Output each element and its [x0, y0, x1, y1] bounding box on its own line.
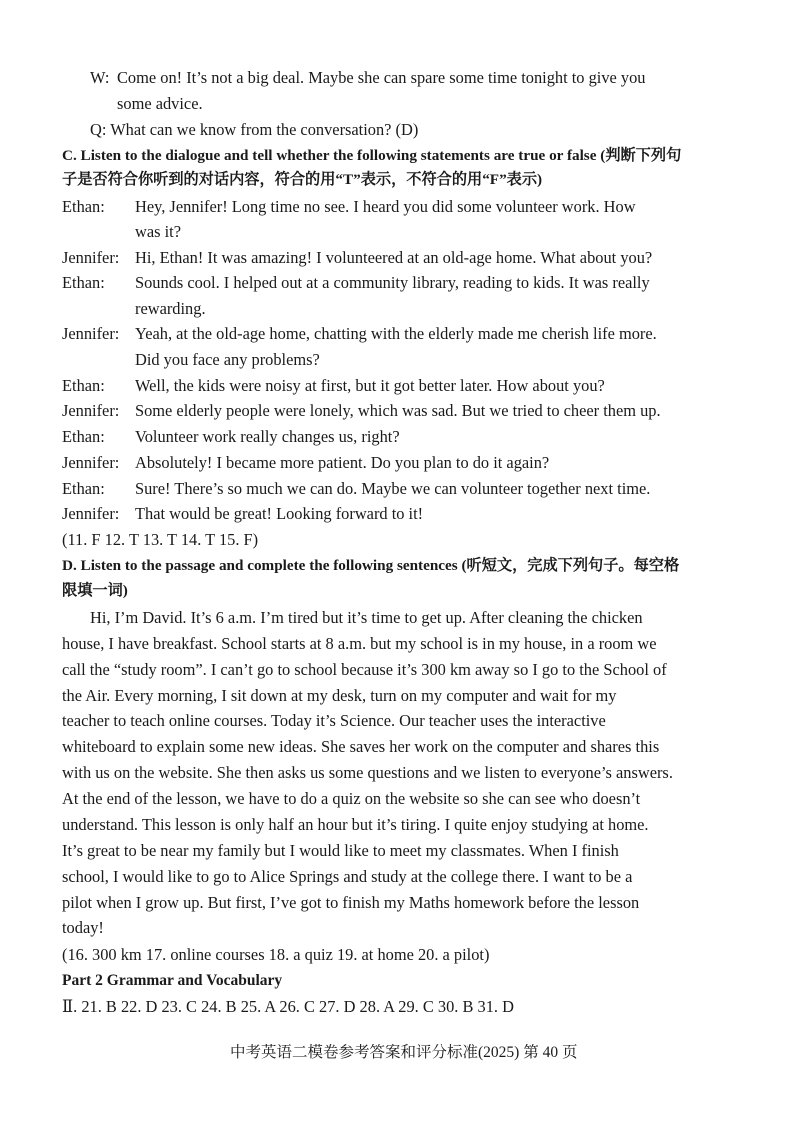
dialogue-line: Volunteer work really changes us, right? — [135, 427, 400, 446]
passage-line: At the end of the lesson, we have to do a quiz on the website so she can see who doesn’t — [62, 789, 641, 808]
passage-line: teacher to teach online courses. Today it’s Science. Our teacher uses the interactive — [62, 711, 606, 730]
section-d-heading-1: D. Listen to the passage and complete the following sentences (听短文，完成下列句子。每空格 — [62, 557, 680, 574]
w-line-2: some advice. — [117, 94, 203, 113]
passage-line: pilot when I grow up. But first, I’ve got to finish my Maths homework before the lesson — [62, 893, 640, 912]
dialogue-line: Well, the kids were noisy at first, but it got better later. How about you? — [135, 376, 605, 395]
dialogue-speaker: Jennifer: — [62, 324, 120, 343]
dialogue-speaker: Jennifer: — [62, 453, 120, 472]
dialogue-line: Some elderly people were lonely, which was sad. But we tried to cheer them up. — [135, 401, 661, 420]
dialogue-line: Did you face any problems? — [135, 350, 320, 369]
passage-line: call the “study room”. I can’t go to school because it’s 300 km away so I go to the School of — [62, 660, 667, 679]
passage-line: house, I have breakfast. School starts at 8 a.m. but my school is in my house, in a room we — [62, 634, 657, 653]
dialogue-line: Yeah, at the old-age home, chatting with the elderly made me cherish life more. — [135, 324, 657, 343]
passage-line: understand. This lesson is only half an hour but it’s tiring. I quite enjoy studying at home. — [62, 815, 649, 834]
section-c-heading-2: 子是否符合你听到的对话内容，符合的用“T”表示，不符合的用“F”表示) — [62, 171, 543, 188]
passage-line: It’s great to be near my family but I would like to meet my classmates. When I finish — [62, 841, 619, 860]
section-c-heading-1: C. Listen to the dialogue and tell whether the following statements are true or false (判断下列句 — [62, 147, 682, 164]
passage-line: school, I would like to go to Alice Springs and study at the college there. I want to be a — [62, 867, 633, 886]
dialogue-speaker: Ethan: — [62, 376, 105, 395]
w-speaker-label: W: — [90, 68, 110, 87]
passage-line: with us on the website. She then asks us some questions and we listen to everyone’s answers. — [62, 763, 673, 782]
passage-line: today! — [62, 918, 104, 937]
dialogue-speaker: Jennifer: — [62, 401, 120, 420]
dialogue-line: Hi, Ethan! It was amazing! I volunteered at an old-age home. What about you? — [135, 248, 653, 267]
dialogue-speaker: Ethan: — [62, 197, 105, 216]
dialogue-line: Hey, Jennifer! Long time no see. I heard you did some volunteer work. How — [135, 197, 636, 216]
dialogue-speaker: Jennifer: — [62, 248, 120, 267]
passage-line: the Air. Every morning, I sit down at my desk, turn on my computer and wait for my — [62, 686, 617, 705]
page-footer: 中考英语二模卷参考答案和评分标准(2025) 第 40 页 — [230, 1044, 578, 1061]
section-c-answers: (11. F 12. T 13. T 14. T 15. F) — [62, 530, 259, 549]
dialogue-speaker: Ethan: — [62, 427, 105, 446]
dialogue-speaker: Jennifer: — [62, 504, 120, 523]
dialogue-line: Absolutely! I became more patient. Do you plan to do it again? — [135, 453, 550, 472]
passage-line: whiteboard to explain some new ideas. She saves her work on the computer and shares this — [62, 737, 660, 756]
dialogue-line: That would be great! Looking forward to it! — [135, 504, 424, 523]
dialogue-line: Sure! There’s so much we can do. Maybe we can volunteer together next time. — [135, 479, 651, 498]
part2-heading: Part 2 Grammar and Vocabulary — [62, 972, 283, 989]
dialogue-line: was it? — [135, 222, 181, 241]
section-d-answers: (16. 300 km 17. online courses 18. a quiz 19. at home 20. a pilot) — [62, 945, 490, 964]
section-d-heading-2: 限填一词) — [62, 582, 128, 599]
question-line: Q: What can we know from the conversation? (D) — [90, 120, 419, 139]
part2-answers: Ⅱ. 21. B 22. D 23. C 24. B 25. A 26. C 27. D 28. A 29. C 30. B 31. D — [62, 997, 514, 1016]
dialogue-line: rewarding. — [135, 299, 206, 318]
dialogue-line: Sounds cool. I helped out at a community library, reading to kids. It was really — [135, 273, 650, 292]
w-line-1: Come on! It’s not a big deal. Maybe she can spare some time tonight to give you — [117, 68, 646, 87]
dialogue-speaker: Ethan: — [62, 273, 105, 292]
passage-line: Hi, I’m David. It’s 6 a.m. I’m tired but it’s time to get up. After cleaning the chicken — [90, 608, 643, 627]
dialogue-speaker: Ethan: — [62, 479, 105, 498]
